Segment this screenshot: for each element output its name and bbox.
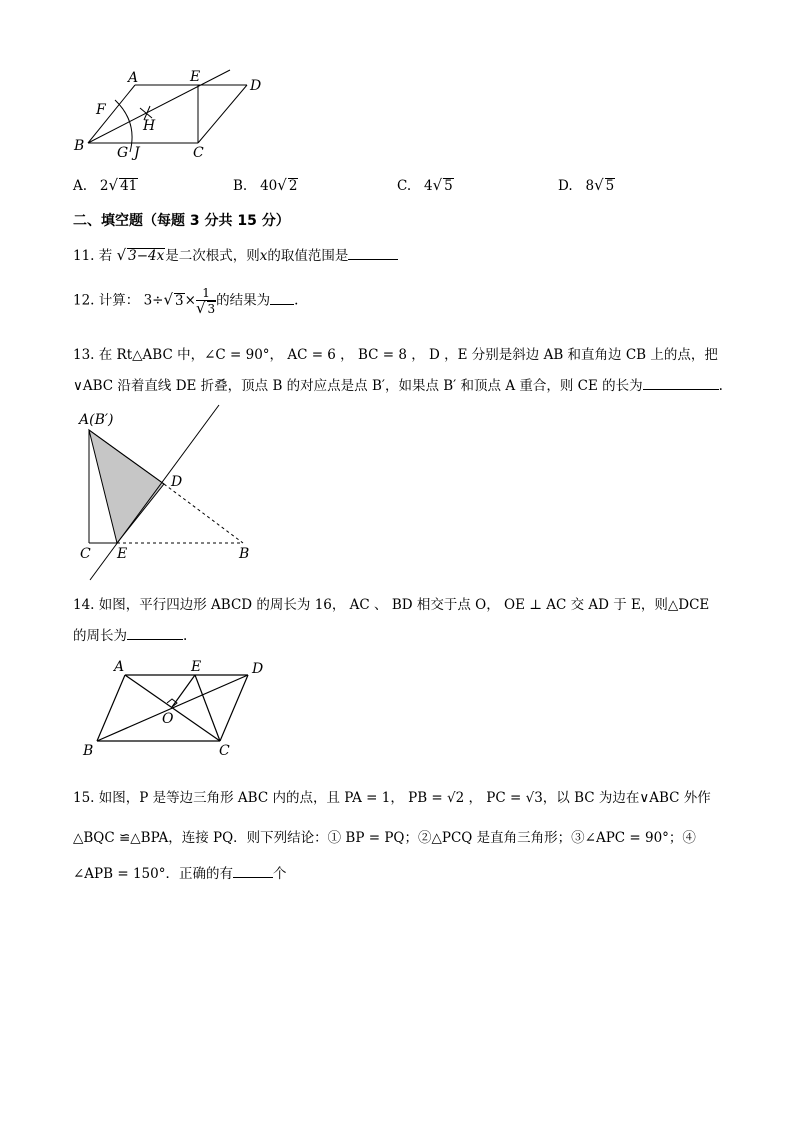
question-12: 12. 计算： 3÷√ 3× $\frac{1}{√ 3}$ 的结果为 . [73, 286, 299, 317]
label-A: A [114, 659, 125, 675]
label-B: B [83, 743, 94, 759]
label-C: C [80, 546, 91, 562]
answer-blank[interactable] [643, 377, 719, 390]
question-15-line3: ∠APB = 150°．正确的有 个 [73, 866, 287, 882]
question-15-line2: △BQC ≌△BPA，连接 PQ．则下列结论：① BP = PQ；②△PCQ 是直角三角形；③∠APC = 90°；④ [73, 830, 696, 846]
option-b[interactable]: B. 40√ 2 [233, 176, 298, 194]
label-E: E [117, 546, 128, 562]
label-G: G [117, 145, 129, 161]
question-11: 11. 若 √ 3−4x是二次根式，则x的取值范围是 [73, 244, 398, 264]
label-J: J [134, 145, 140, 161]
figure-q13 [75, 400, 265, 585]
label-C: C [219, 743, 230, 759]
label-C: C [193, 145, 204, 161]
label-O: O [162, 711, 174, 727]
label-H: H [143, 118, 156, 134]
option-a[interactable]: A. 2√ 41 [73, 176, 138, 194]
figure-q14 [80, 655, 270, 760]
label-F: F [96, 102, 106, 118]
question-14-line2: 的周长为 . [73, 628, 188, 644]
question-13-line2: ∨ABC 沿着直线 DE 折叠，顶点 B 的对应点是点 B′，如果点 B′ 和顶点 A 重合，则 CE 的长为 . [73, 378, 723, 394]
question-13-line1: 13. 在 Rt△ABC 中，∠C = 90°， AC = 6 ， BC = 8 ， D ，E 分别是斜边 AB 和直角边 CB 上的点，把 [73, 347, 718, 363]
label-D: D [250, 78, 262, 94]
option-c[interactable]: C. 4√ 5 [397, 176, 453, 194]
label-A-Bprime: A(B′) [79, 412, 114, 428]
question-14-line1: 14. 如图，平行四边形 ABCD 的周长为 16， AC 、 BD 相交于点 O， OE ⊥ AC 交 AD 于 E，则△DCE [73, 597, 710, 613]
answer-blank[interactable] [233, 865, 273, 878]
answer-blank[interactable] [127, 627, 183, 640]
label-B: B [239, 546, 250, 562]
option-d[interactable]: D. 8√ 5 [558, 176, 615, 194]
label-A: A [128, 70, 139, 86]
section-title: 二、填空题（每题 3 分共 15 分） [73, 213, 290, 229]
question-15-line1: 15. 如图，P 是等边三角形 ABC 内的点，且 PA = 1， PB = √2 ， PC = √3，以 BC 为边在∨ABC 外作 [73, 790, 711, 806]
answer-blank[interactable] [270, 292, 294, 305]
label-B: B [74, 138, 85, 154]
label-D: D [252, 661, 264, 677]
label-D: D [171, 474, 183, 490]
fraction: $\frac{1}{√ 3}$ [195, 286, 216, 317]
label-E: E [191, 659, 202, 675]
figure-q10 [70, 62, 270, 162]
answer-blank[interactable] [348, 247, 398, 260]
label-E: E [190, 69, 201, 85]
